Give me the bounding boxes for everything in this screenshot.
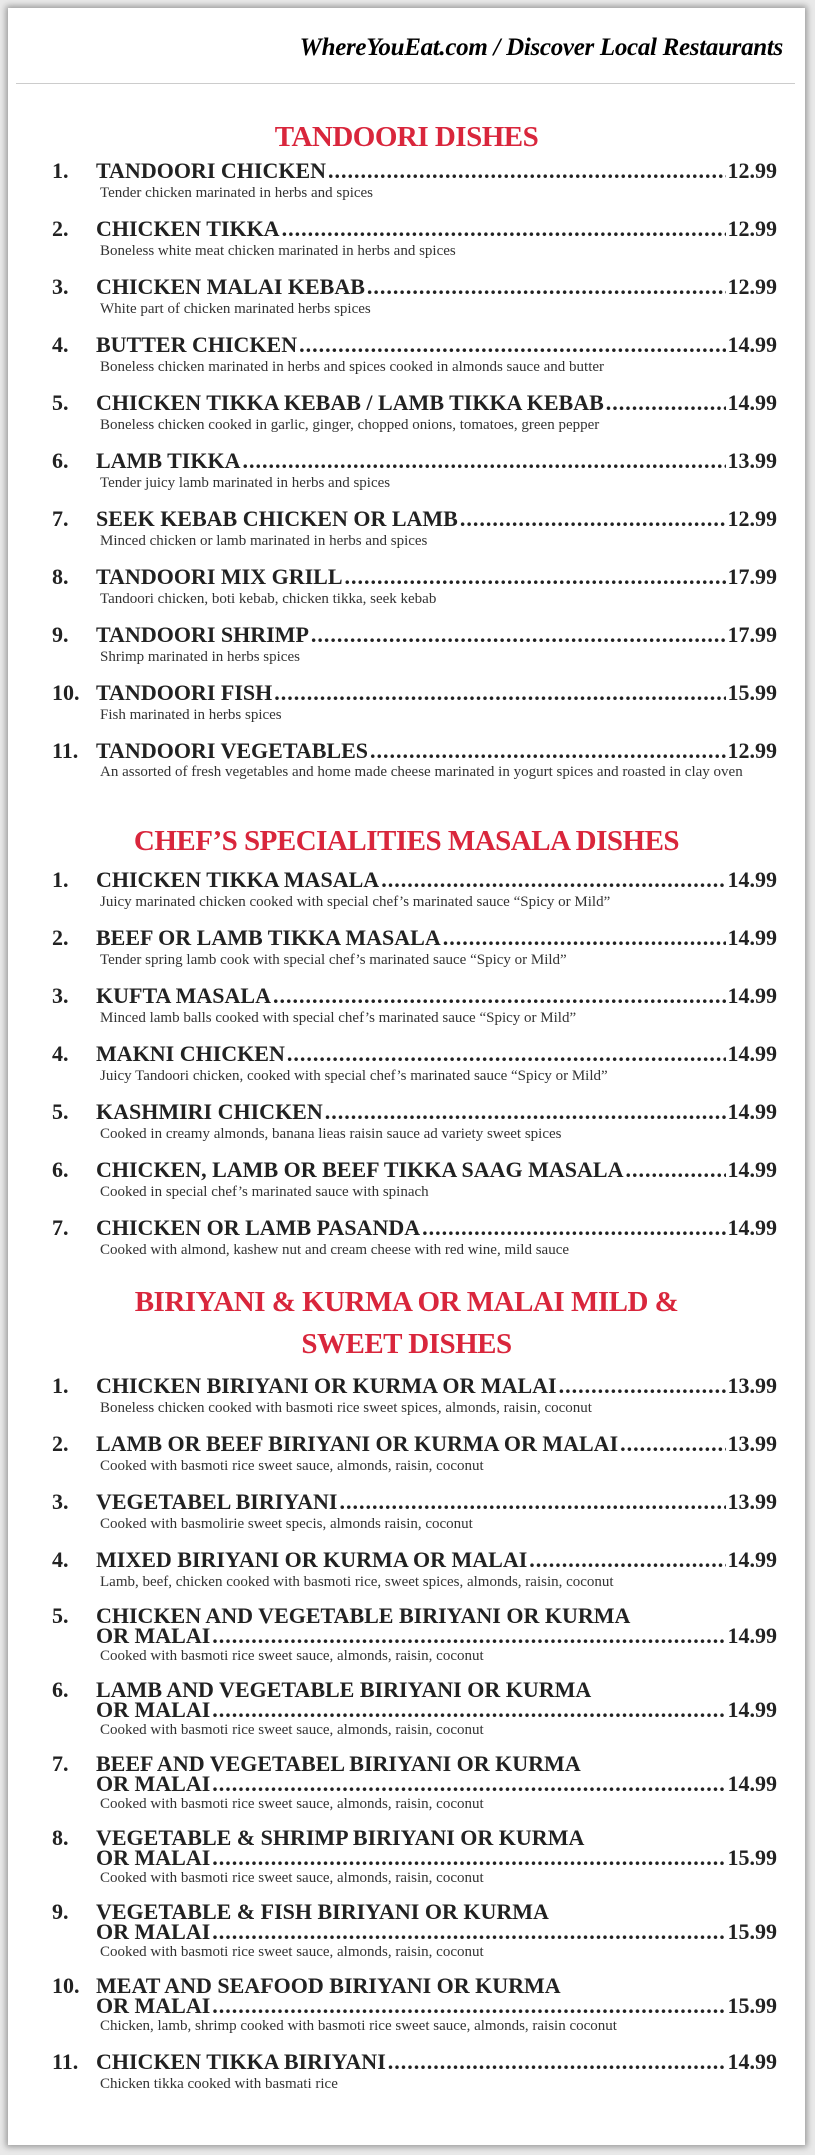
dot-leader	[212, 1626, 725, 1646]
item-description: Tender juicy lamb marinated in herbs and spices	[100, 475, 391, 491]
item-name-row	[52, 623, 777, 647]
item-description: An assorted of fresh vegetables and home made cheese marinated in yogurt spices and roasted in clay oven	[100, 764, 743, 780]
item-description: White part of chicken marinated herbs spices	[100, 301, 371, 317]
dot-leader	[274, 681, 725, 705]
section-title-biriyani: BIRIYANI & KURMA OR MALAI MILD &	[134, 1286, 679, 1318]
item-name: CHICKEN TIKKA BIRIYANI	[96, 2049, 386, 2074]
item-name-row	[52, 1216, 777, 1240]
item-name: LAMB OR BEEF BIRIYANI OR KURMA OR MALAI	[96, 1431, 619, 1456]
menu-item	[52, 739, 777, 782]
dot-leader	[328, 159, 725, 183]
item-description: Boneless chicken marinated in herbs and spices cooked in almonds sauce and butter	[100, 359, 605, 375]
item-description: Minced lamb balls cooked with special chef’s marinated sauce “Spicy or Mild”	[100, 1010, 577, 1026]
item-price: 14.99	[727, 1623, 777, 1648]
item-name-continued: OR MALAI	[96, 1993, 211, 2018]
item-name-row	[52, 1490, 777, 1514]
item-price: 13.99	[727, 1489, 777, 1514]
item-price: 17.99	[727, 622, 777, 647]
item-description: Chicken tikka cooked with basmati rice	[100, 2076, 338, 2092]
item-price: 15.99	[727, 680, 777, 705]
item-name: CHICKEN BIRIYANI OR KURMA OR MALAI	[96, 1373, 557, 1398]
list-biriyani	[52, 1374, 777, 2108]
item-number: 8.	[52, 1825, 69, 1850]
item-description: Lamb, beef, chicken cooked with basmoti rice, sweet spices, almonds, raisin, coconut	[100, 1574, 614, 1590]
item-name-row	[52, 565, 777, 589]
menu-item	[52, 1490, 777, 1534]
item-name-row	[52, 159, 777, 183]
item-name: VEGETABEL BIRIYANI	[96, 1489, 338, 1514]
item-price: 17.99	[727, 564, 777, 589]
item-name-row	[52, 739, 777, 763]
dot-leader	[212, 1848, 725, 1868]
item-name: TANDOORI SHRIMP	[96, 622, 309, 647]
item-description: Tandoori chicken, boti kebab, chicken tikka, seek kebab	[100, 591, 437, 607]
item-description: Minced chicken or lamb marinated in herbs and spices	[100, 533, 428, 549]
item-name: CHICKEN TIKKA	[96, 216, 280, 241]
dot-leader	[339, 1490, 725, 1514]
menu-item	[52, 1100, 777, 1144]
item-price: 14.99	[727, 867, 777, 892]
item-name: CHICKEN OR LAMB PASANDA	[96, 1215, 421, 1240]
item-description: Cooked with almond, kashew nut and cream cheese with red wine, mild sauce	[100, 1242, 570, 1258]
dot-leader	[422, 1216, 725, 1240]
menu-item	[52, 623, 777, 667]
item-description: Cooked in special chef’s marinated sauce with spinach	[100, 1184, 429, 1200]
item-name-row	[52, 681, 777, 705]
item-name-row	[52, 2050, 777, 2074]
item-name: BUTTER CHICKEN	[96, 332, 298, 357]
menu-page	[8, 8, 805, 2145]
dot-leader	[529, 1548, 725, 1572]
item-name: BEEF AND VEGETABEL BIRIYANI OR KURMA	[96, 1751, 581, 1776]
item-price: 14.99	[727, 390, 777, 415]
menu-item	[52, 984, 777, 1028]
item-name: LAMB AND VEGETABLE BIRIYANI OR KURMA	[96, 1677, 592, 1702]
item-name-row	[52, 275, 777, 299]
item-name: TANDOORI VEGETABLES	[96, 738, 369, 763]
item-number: 9.	[52, 622, 69, 647]
header-divider	[16, 83, 795, 84]
item-description: Cooked with basmoti rice sweet sauce, almonds, raisin, coconut	[100, 1722, 484, 1738]
item-price: 12.99	[727, 738, 777, 763]
item-name: LAMB TIKKA	[96, 448, 241, 473]
item-description: Chicken, lamb, shrimp cooked with basmoti rice sweet sauce, almonds, raisin coconut	[100, 2018, 617, 2034]
item-description: Juicy marinated chicken cooked with special chef’s marinated sauce “Spicy or Mild”	[100, 894, 611, 910]
dot-leader	[287, 1042, 726, 1066]
item-description: Cooked with basmoti rice sweet sauce, almonds, raisin, coconut	[100, 1648, 484, 1664]
item-name-continued: OR MALAI	[96, 1771, 211, 1796]
item-name: BEEF OR LAMB TIKKA MASALA	[96, 925, 441, 950]
item-number: 9.	[52, 1899, 69, 1924]
item-name: CHICKEN AND VEGETABLE BIRIYANI OR KURMA	[96, 1603, 631, 1628]
item-price: 14.99	[727, 1041, 777, 1066]
item-number: 7.	[52, 506, 69, 531]
item-name-row	[52, 868, 777, 892]
item-name: MAKNI CHICKEN	[96, 1041, 285, 1066]
item-name-row	[52, 507, 777, 531]
item-name-row	[52, 1042, 777, 1066]
item-name: CHICKEN TIKKA MASALA	[96, 867, 380, 892]
menu-item	[52, 565, 777, 609]
item-name-row	[52, 1432, 777, 1456]
menu-item	[52, 159, 777, 203]
item-price: 13.99	[727, 448, 777, 473]
menu-item	[52, 1158, 777, 1202]
dot-leader	[559, 1374, 726, 1398]
dot-leader	[443, 926, 726, 950]
menu-item	[52, 868, 777, 912]
item-price: 14.99	[727, 332, 777, 357]
menu-item	[52, 1603, 777, 1666]
dot-leader	[212, 1922, 725, 1942]
menu-item	[52, 681, 777, 725]
dot-leader	[345, 565, 726, 589]
item-name-row	[52, 984, 777, 1008]
item-name-row-2	[52, 1771, 777, 1796]
item-description: Juicy Tandoori chicken, cooked with special chef’s marinated sauce “Spicy or Mild”	[100, 1068, 608, 1084]
dot-leader	[282, 217, 726, 241]
item-number: 2.	[52, 216, 69, 241]
item-name: KASHMIRI CHICKEN	[96, 1099, 323, 1124]
item-price: 15.99	[727, 1993, 777, 2018]
item-price: 14.99	[727, 1547, 777, 1572]
menu-item	[52, 333, 777, 377]
item-description: Cooked with basmoti rice sweet sauce, almonds, raisin, coconut	[100, 1796, 484, 1812]
item-name: VEGETABLE & FISH BIRIYANI OR KURMA	[96, 1899, 549, 1924]
dot-leader	[625, 1158, 725, 1182]
menu-item	[52, 1825, 777, 1888]
item-name: TANDOORI MIX GRILL	[96, 564, 343, 589]
item-number: 3.	[52, 983, 69, 1008]
item-price: 14.99	[727, 1215, 777, 1240]
item-number: 1.	[52, 158, 69, 183]
item-name-continued: OR MALAI	[96, 1919, 211, 1944]
item-name: TANDOORI CHICKEN	[96, 158, 327, 183]
item-name-row	[52, 1548, 777, 1572]
item-description: Boneless chicken cooked with basmoti rice sweet spices, almonds, raisin, coconut	[100, 1400, 592, 1416]
item-name-row	[52, 217, 777, 241]
item-description: Cooked in creamy almonds, banana lieas raisin sauce ad variety sweet spices	[100, 1126, 562, 1142]
item-name-row	[52, 1374, 777, 1398]
item-number: 5.	[52, 390, 69, 415]
item-number: 6.	[52, 1157, 69, 1182]
item-number: 1.	[52, 1373, 69, 1398]
menu-item	[52, 1042, 777, 1086]
dot-leader	[388, 2050, 726, 2074]
menu-item	[52, 1751, 777, 1814]
list-chef-specialities	[52, 868, 777, 1274]
menu-item	[52, 391, 777, 435]
item-price: 14.99	[727, 2049, 777, 2074]
menu-item	[52, 1973, 777, 2036]
item-name: MEAT AND SEAFOOD BIRIYANI OR KURMA	[96, 1973, 561, 1998]
dot-leader	[273, 984, 726, 1008]
item-price: 14.99	[727, 925, 777, 950]
item-price: 14.99	[727, 983, 777, 1008]
item-name: CHICKEN TIKKA KEBAB / LAMB TIKKA KEBAB	[96, 390, 604, 415]
dot-leader	[212, 1774, 725, 1794]
item-description: Cooked with basmoti rice sweet sauce, almonds, raisin, coconut	[100, 1458, 484, 1474]
item-price: 13.99	[727, 1373, 777, 1398]
item-number: 2.	[52, 1431, 69, 1456]
item-number: 11.	[52, 738, 79, 763]
item-number: 8.	[52, 564, 69, 589]
dot-leader	[370, 739, 725, 763]
item-name: TANDOORI FISH	[96, 680, 273, 705]
dot-leader	[606, 391, 726, 415]
menu-item	[52, 1548, 777, 1592]
item-name-continued: OR MALAI	[96, 1845, 211, 1870]
item-number: 3.	[52, 1489, 69, 1514]
menu-item	[52, 507, 777, 551]
item-name-row	[52, 1158, 777, 1182]
item-price: 12.99	[727, 216, 777, 241]
item-name-row	[52, 1100, 777, 1124]
menu-item	[52, 1374, 777, 1418]
item-number: 4.	[52, 332, 69, 357]
item-name: KUFTA MASALA	[96, 983, 271, 1008]
item-name-row	[52, 333, 777, 357]
item-number: 6.	[52, 448, 69, 473]
item-number: 5.	[52, 1603, 69, 1628]
item-name-row-2	[52, 1623, 777, 1648]
item-number: 7.	[52, 1751, 69, 1776]
menu-item	[52, 1677, 777, 1740]
item-description: Cooked with basmolirie sweet specis, almonds raisin, coconut	[100, 1516, 473, 1532]
section-title-biriyani-line2: SWEET DISHES	[301, 1328, 512, 1360]
dot-leader	[381, 868, 725, 892]
item-description: Cooked with basmoti rice sweet sauce, almonds, raisin, coconut	[100, 1870, 484, 1886]
item-name-continued: OR MALAI	[96, 1623, 211, 1648]
item-name-row	[52, 391, 777, 415]
item-name: SEEK KEBAB CHICKEN OR LAMB	[96, 506, 458, 531]
item-number: 10.	[52, 680, 80, 705]
item-number: 5.	[52, 1099, 69, 1124]
item-price: 13.99	[727, 1431, 777, 1456]
item-number: 11.	[52, 2049, 79, 2074]
item-number: 7.	[52, 1215, 69, 1240]
item-description: Tender chicken marinated in herbs and spices	[100, 185, 374, 201]
dot-leader	[242, 449, 725, 473]
item-description: Cooked with basmoti rice sweet sauce, almonds, raisin, coconut	[100, 1944, 484, 1960]
section-title-chef-specialities: CHEF’S SPECIALITIES MASALA DISHES	[133, 825, 680, 857]
menu-item	[52, 1216, 777, 1260]
item-name-row-2	[52, 1919, 777, 1944]
item-price: 12.99	[727, 506, 777, 531]
dot-leader	[460, 507, 726, 531]
item-description: Shrimp marinated in herbs spices	[100, 649, 300, 665]
item-description: Boneless chicken cooked in garlic, ginger, chopped onions, tomatoes, green pepper	[100, 417, 600, 433]
dot-leader	[212, 1996, 725, 2016]
item-number: 6.	[52, 1677, 69, 1702]
menu-item	[52, 1899, 777, 1962]
item-price: 12.99	[727, 274, 777, 299]
site-title[interactable]: WhereYouEat.com / Discover Local Restaurants	[299, 34, 783, 61]
item-name: MIXED BIRIYANI OR KURMA OR MALAI	[96, 1547, 528, 1572]
dot-leader	[212, 1700, 725, 1720]
dot-leader	[311, 623, 726, 647]
item-name: CHICKEN MALAI KEBAB	[96, 274, 365, 299]
item-price: 12.99	[727, 158, 777, 183]
item-price: 14.99	[727, 1771, 777, 1796]
list-tandoori	[52, 159, 777, 796]
item-number: 4.	[52, 1041, 69, 1066]
section-title-tandoori: TANDOORI DISHES	[274, 121, 539, 153]
item-price: 14.99	[727, 1099, 777, 1124]
item-description: Tender spring lamb cook with special chef’s marinated sauce “Spicy or Mild”	[100, 952, 567, 968]
item-number: 2.	[52, 925, 69, 950]
item-price: 14.99	[727, 1697, 777, 1722]
menu-item	[52, 2050, 777, 2094]
item-number: 4.	[52, 1547, 69, 1572]
dot-leader	[325, 1100, 726, 1124]
menu-item	[52, 217, 777, 261]
item-number: 1.	[52, 867, 69, 892]
item-price: 15.99	[727, 1845, 777, 1870]
item-name: VEGETABLE & SHRIMP BIRIYANI OR KURMA	[96, 1825, 585, 1850]
item-description: Fish marinated in herbs spices	[100, 707, 282, 723]
item-price: 15.99	[727, 1919, 777, 1944]
item-name-row-2	[52, 1993, 777, 2018]
item-description: Boneless white meat chicken marinated in herbs and spices	[100, 243, 456, 259]
item-name-continued: OR MALAI	[96, 1697, 211, 1722]
item-name-row-2	[52, 1845, 777, 1870]
item-name-row	[52, 449, 777, 473]
item-number: 3.	[52, 274, 69, 299]
item-name: CHICKEN, LAMB OR BEEF TIKKA SAAG MASALA	[96, 1157, 624, 1182]
dot-leader	[367, 275, 726, 299]
item-name-row-2	[52, 1697, 777, 1722]
dot-leader	[620, 1432, 725, 1456]
item-number: 10.	[52, 1973, 80, 1998]
menu-item	[52, 275, 777, 319]
item-name-row	[52, 926, 777, 950]
menu-item	[52, 926, 777, 970]
menu-item	[52, 449, 777, 493]
item-price: 14.99	[727, 1157, 777, 1182]
dot-leader	[299, 333, 725, 357]
menu-item	[52, 1432, 777, 1476]
